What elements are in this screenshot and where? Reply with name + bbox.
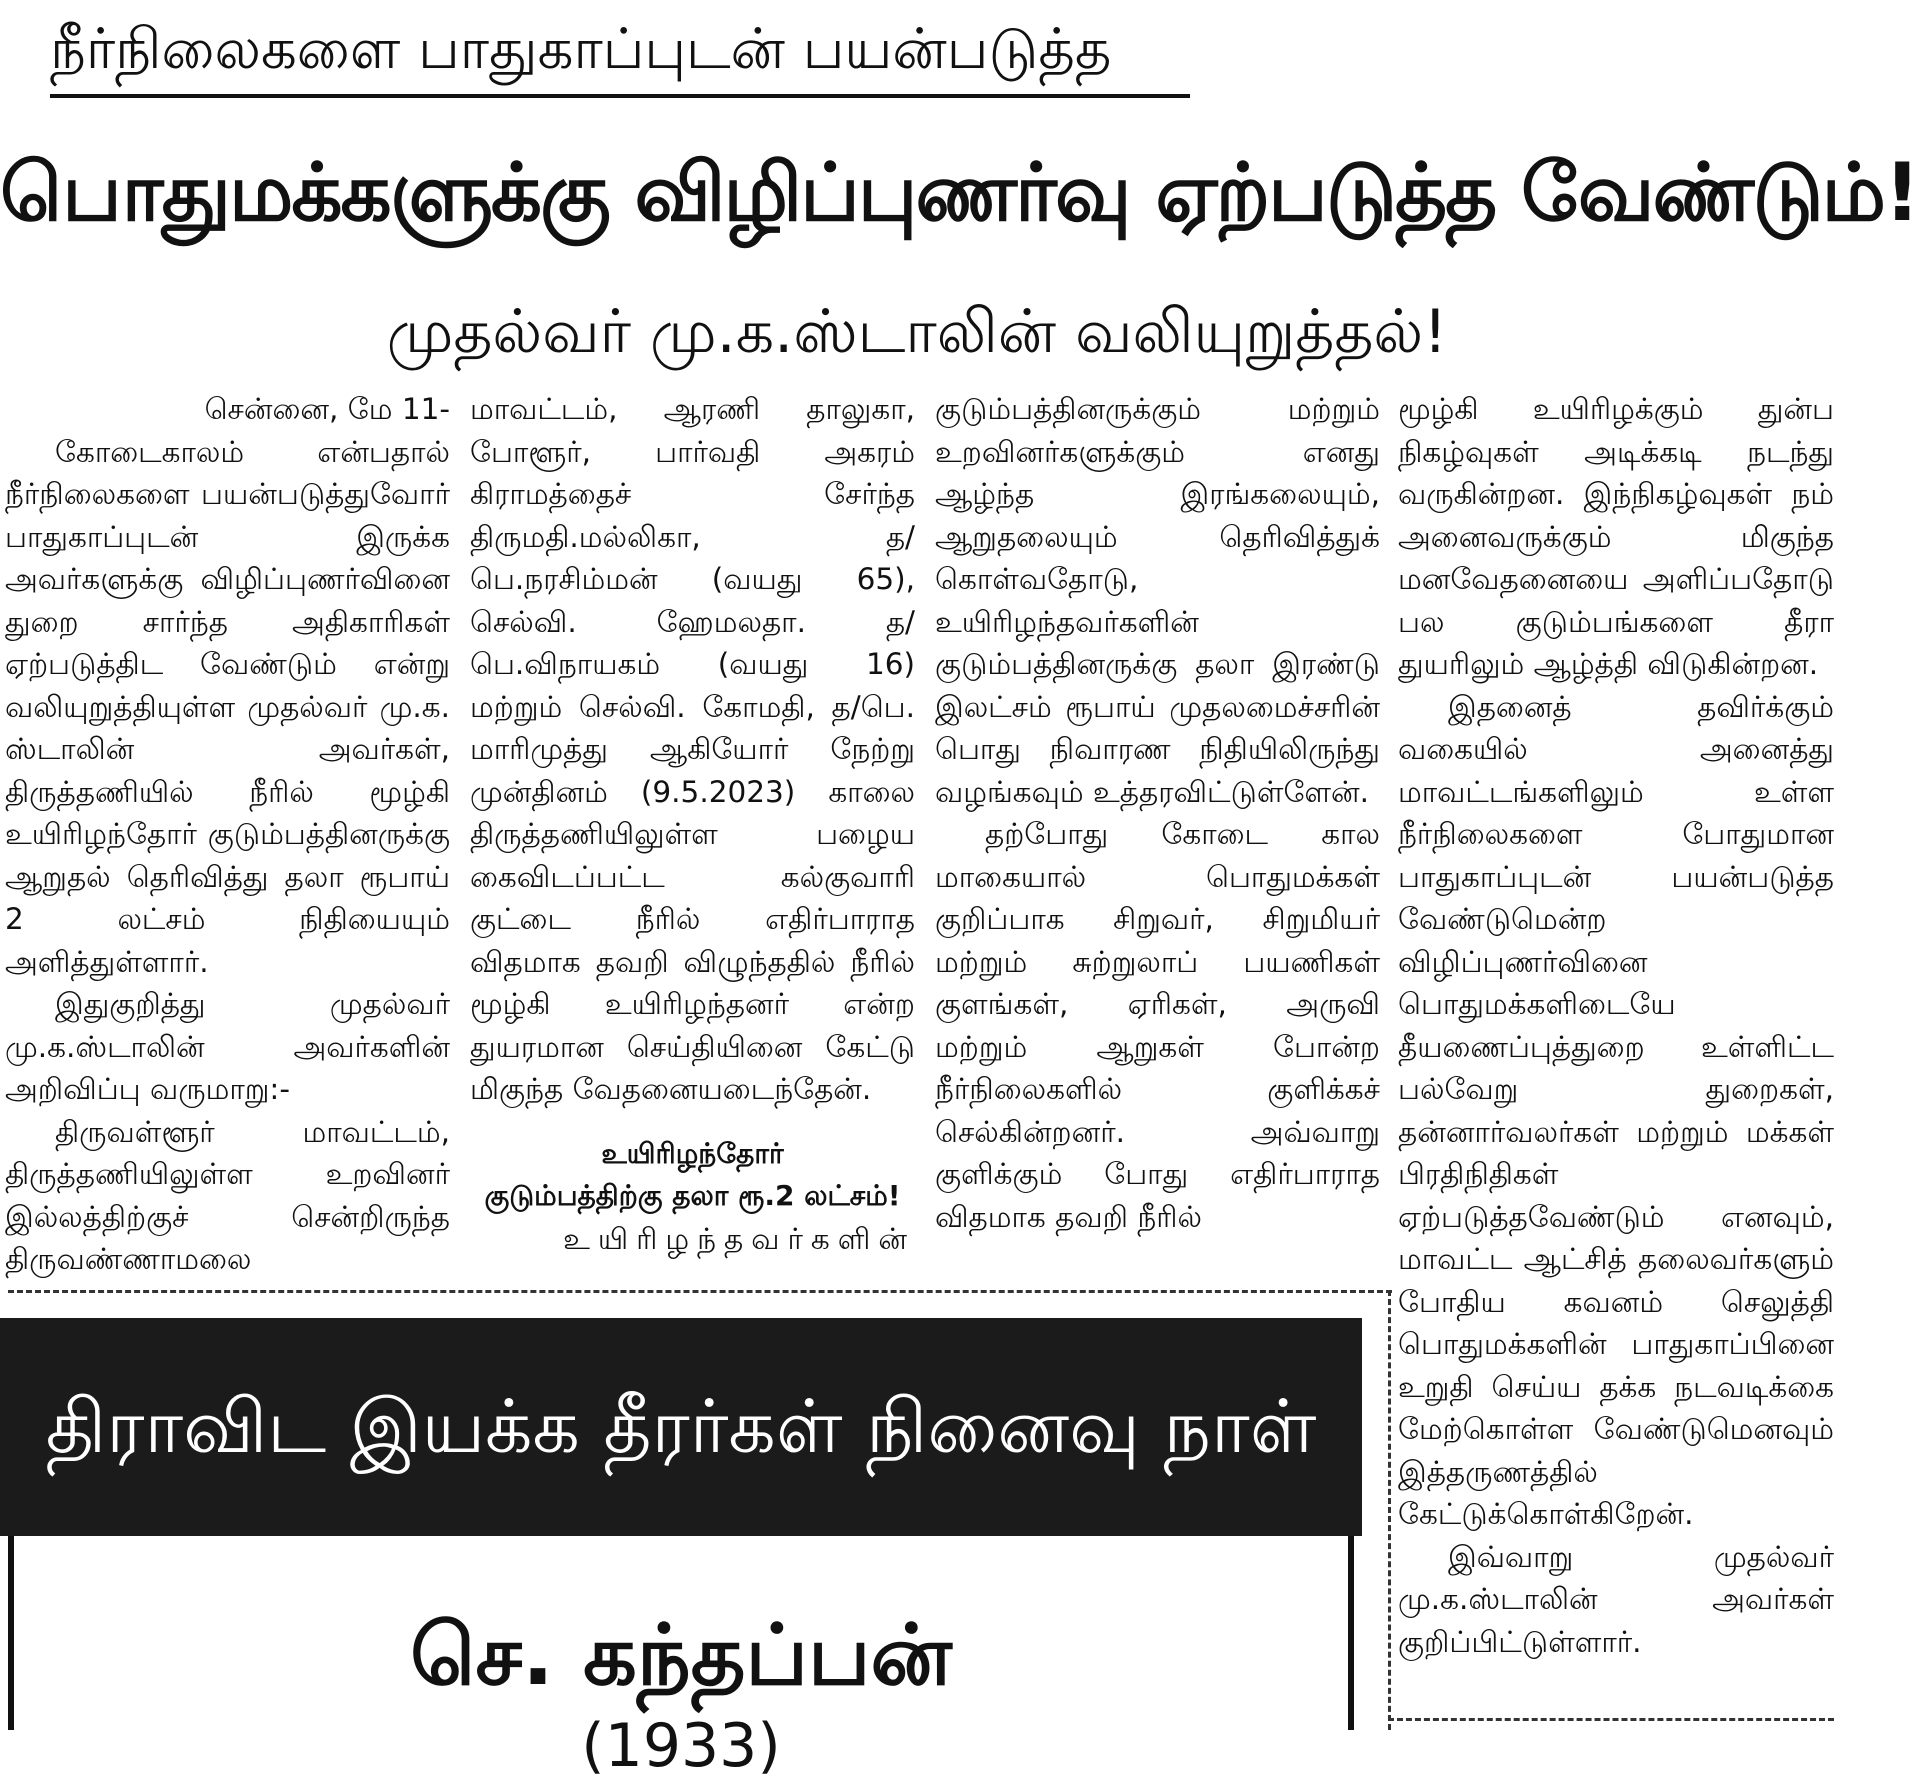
memorial-banner: திராவிட இயக்க தீரர்கள் நினைவு நாள்	[0, 1318, 1362, 1536]
memorial-name: செ. கந்தப்பன்	[410, 1606, 952, 1704]
paragraph: இதுகுறித்து முதல்வர் மு.க.ஸ்டாலின் அவர்களின் அறிவிப்பு வருமாறு:-	[5, 987, 450, 1106]
paragraph: இவ்வாறு முதல்வர் மு.க.ஸ்டாலின் அவர்கள் குறிப்பிட்டுள்ளார்.	[1398, 1539, 1834, 1659]
paragraph: தற்போது கோடை கால மாகையால் பொதுமக்கள் குறிப்பாக சிறுவர், சிறுமியர் மற்றும் சுற்றுலாப் பயணிகள் குளங்கள், ஏரிகள், அருவி மற்றும் ஆறுகள் போன்ற நீர்நிலைகளில் குளிக்கச் செல்கின்றனர். அவ்வாறு குளிக்கும் போது எதிர்பாராத விதமாக தவறி நீரில்	[935, 817, 1380, 1234]
kicker: நீர்நிலைகளை பாதுகாப்புடன் பயன்படுத்த	[50, 2, 1190, 98]
article-column-3	[935, 388, 1380, 1234]
article-column-1	[5, 388, 450, 1276]
crosshead	[470, 1133, 915, 1217]
paragraph: கோடைகாலம் என்பதால் நீர்நிலைகளை பயன்படுத்துவோர் பாதுகாப்புடன் இருக்க அவர்களுக்கு விழிப்புணர்வினை துறை சார்ந்த அதிகாரிகள் ஏற்படுத்திட வேண்டும் என்று வலியுறுத்தியுள்ள முதல்வர் மு.க. ஸ்டாலின் அவர்கள், திருத்தணியில் நீரில் மூழ்கி உயிரிழந்தோர் குடும்பத்தினருக்கு ஆறுதல் தெரிவித்து தலா ரூபாய் 2 லட்சம் நிதியையும் அளித்துள்ளார்.	[5, 434, 450, 979]
dashed-divider	[8, 1290, 1392, 1293]
article-column-2	[470, 388, 915, 1106]
paragraph: மாவட்டம், ஆரணி தாலுகா, போளூர், பார்வதி அகரம் கிராமத்தைச் சேர்ந்த திருமதி.மல்லிகா, த/பெ.நரசிம்மன் (வயது 65), செல்வி. ஹேமலதா. த/பெ.விநாயகம் (வயது 16) மற்றும் செல்வி. கோமதி, த/பெ. மாரிமுத்து ஆகியோர் நேற்று முன்தினம் (9.5.2023) காலை திருத்தணியிலுள்ள பழைய கைவிடப்பட்ட கல்குவாரி குட்டை நீரில் எதிர்பாராத விதமாக தவறி விழுந்ததில் நீரில் மூழ்கி உயிரிழந்தனர் என்ற துயரமான செய்தியினை கேட்டு மிகுந்த வேதனையடைந்தேன்.	[470, 392, 915, 1106]
memorial-years: (1933)	[581, 1711, 781, 1781]
headline: பொதுமக்களுக்கு விழிப்புணர்வு ஏற்படுத்த வேண்டும்!	[0, 146, 1919, 239]
paragraph: மூழ்கி உயிரிழக்கும் துன்ப நிகழ்வுகள் அடிக்கடி நடந்து வருகின்றன. இந்நிகழ்வுகள் நம் அனைவருக்கும் மிகுந்த மனவேதனையை அளிப்பதோடு பல குடும்பங்களை தீரா துயரிலும் ஆழ்த்தி விடுகின்றன.	[1398, 392, 1834, 681]
column-2-tail: உயிரிழந்தவர்களின்	[563, 1222, 915, 1256]
paragraph: திருவள்ளூர் மாவட்டம், திருத்தணியிலுள்ள உறவினர் இல்லத்திற்குச் சென்றிருந்த திருவண்ணாமலை	[5, 1114, 450, 1276]
crosshead-line-2: குடும்பத்திற்கு தலா ரூ.2 லட்சம்!	[484, 1179, 901, 1212]
article-column-4	[1398, 388, 1834, 1708]
crosshead-line-1: உயிரிழந்தோர்	[601, 1137, 784, 1170]
paragraph: இதனைத் தவிர்க்கும் வகையில் அனைத்து மாவட்டங்களிலும் உள்ள நீர்நிலைகளை போதுமான பாதுகாப்புடன் பயன்படுத்த வேண்டுமென்ற விழிப்புணர்வினை பொதுமக்களிடையே தீயணைப்புத்துறை உள்ளிட்ட பல்வேறு துறைகள், தன்னார்வலர்கள் மற்றும் மக்கள் பிரதிநிதிகள் ஏற்படுத்தவேண்டும் எனவும், மாவட்ட ஆட்சித் தலைவர்களும் போதிய கவனம் செலுத்தி பொதுமக்களின் பாதுகாப்பினை உறுதி செய்ய தக்க நடவடிக்கை மேற்கொள்ள வேண்டுமெனவும் இத்தருணத்தில் கேட்டுக்கொள்கிறேன்.	[1398, 689, 1834, 1531]
subheadline: முதல்வர் மு.க.ஸ்டாலின் வலியுறுத்தல்!	[386, 297, 1448, 367]
dateline: சென்னை, மே 11-	[204, 392, 450, 426]
dashed-divider-vertical	[1388, 1290, 1391, 1730]
paragraph: குடும்பத்தினருக்கும் மற்றும் உறவினர்களுக்கும் எனது ஆழ்ந்த இரங்கலையும், ஆறுதலையும் தெரிவித்துக் கொள்வதோடு, உயிரிழந்தவர்களின் குடும்பத்தினருக்கு தலா இரண்டு இலட்சம் ரூபாய் முதலமைச்சரின் பொது நிவாரண நிதியிலிருந்து வழங்கவும் உத்தரவிட்டுள்ளேன்.	[935, 392, 1380, 809]
dashed-divider-bottom	[1388, 1718, 1834, 1721]
memorial-partial-line	[0, 1711, 1362, 1781]
